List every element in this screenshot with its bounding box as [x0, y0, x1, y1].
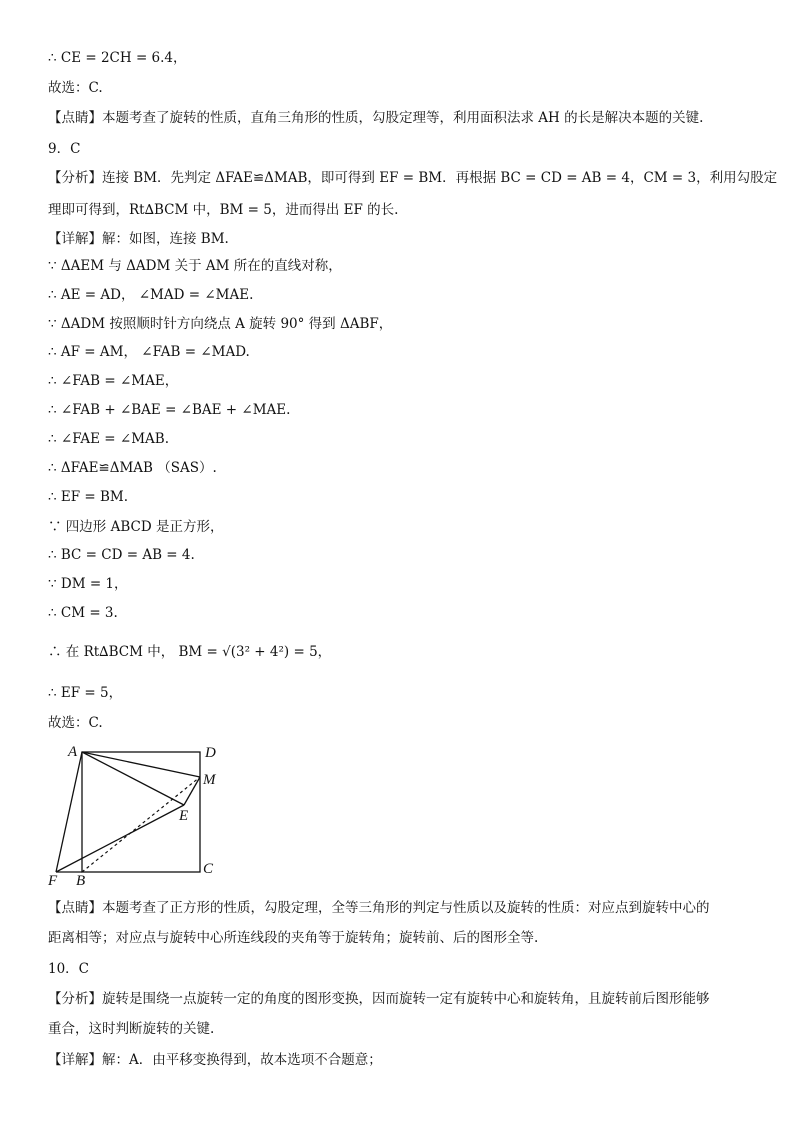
text-line: ∵ DM = 1， — [48, 576, 128, 592]
question-number: 9．C — [48, 141, 81, 157]
segment-ef — [56, 805, 184, 872]
text-line: 【分析】旋转是围绕一点旋转一定的角度的图形变换，因而旋转一定有旋转中心和旋转角，且旋转前后图形能够 — [48, 991, 710, 1007]
text-line: ∴ 在 Rt∆BCM 中， BM = √(3² + 4²) = 5， — [48, 644, 332, 660]
text-line: ∵ ΔAEM 与 ΔADM 关于 AM 所在的直线对称， — [48, 258, 342, 274]
text-line: ∴ AF = AM， ∠FAB = ∠MAD. — [48, 344, 250, 360]
question-number: 10．C — [48, 961, 90, 977]
label-m: M — [203, 772, 216, 788]
text-line: ∴ BC = CD = AB = 4. — [48, 547, 195, 563]
text-line: 重合，这时判断旋转的关键. — [48, 1021, 215, 1037]
segment-af — [56, 752, 82, 872]
text-line: 【分析】连接 BM．先判定 ΔFAE≌ΔMAB，即可得到 EF = BM．再根据 BC = CD = AB = 4，CM = 3，利用勾股定 — [48, 170, 778, 186]
text-line: ∴ CM = 3. — [48, 605, 118, 621]
text-line: 距离相等；对应点与旋转中心所连线段的夹角等于旋转角；旋转前、后的图形全等. — [48, 930, 539, 946]
text-line: 【点睛】本题考查了旋转的性质，直角三角形的性质，勾股定理等，利用面积法求 AH 的长是解决本题的关键. — [48, 110, 704, 126]
text-line: ∵ 四边形 ABCD 是正方形， — [48, 519, 224, 535]
text-line: ∴ EF = 5， — [48, 685, 123, 701]
text-line: ∴ ΔFAE≌ΔMAB （SAS）. — [48, 460, 217, 476]
segment-me — [184, 777, 200, 805]
segment-bm-dashed — [82, 777, 200, 872]
text-line: 理即可得到，Rt∆BCM 中，BM = 5，进而得出 EF 的长. — [48, 202, 399, 218]
text-line: ∴ ∠FAB = ∠MAE， — [48, 373, 179, 389]
text-line: ∴ AE = AD， ∠MAD = ∠MAE. — [48, 287, 254, 303]
text-line: 【点睛】本题考查了正方形的性质，勾股定理，全等三角形的判定与性质以及旋转的性质：对应点到旋转中心的 — [48, 900, 710, 916]
text-line: 故选：C. — [48, 715, 103, 731]
geometry-figure — [44, 742, 234, 887]
text-line: 【详解】解：如图，连接 BM. — [48, 231, 229, 247]
text-line: ∴ ∠FAE = ∠MAB. — [48, 431, 169, 447]
label-a: A — [68, 744, 78, 760]
text-line: 故选：C. — [48, 80, 103, 96]
text-line: ∴ CE = 2CH = 6.4， — [48, 50, 187, 66]
label-b: B — [76, 873, 86, 887]
text-line: ∴ ∠FAB + ∠BAE = ∠BAE + ∠MAE. — [48, 402, 291, 418]
segment-ae — [82, 752, 184, 805]
segment-am — [82, 752, 200, 777]
label-e: E — [179, 808, 189, 824]
label-d: D — [205, 745, 216, 761]
text-line: 【详解】解：A．由平移变换得到，故本选项不合题意； — [48, 1052, 382, 1068]
text-line: ∵ ΔADM 按照顺时针方向绕点 A 旋转 90° 得到 ΔABF， — [48, 316, 393, 332]
label-c: C — [203, 861, 214, 877]
text-line: ∴ EF = BM. — [48, 489, 129, 505]
label-f: F — [48, 873, 58, 887]
